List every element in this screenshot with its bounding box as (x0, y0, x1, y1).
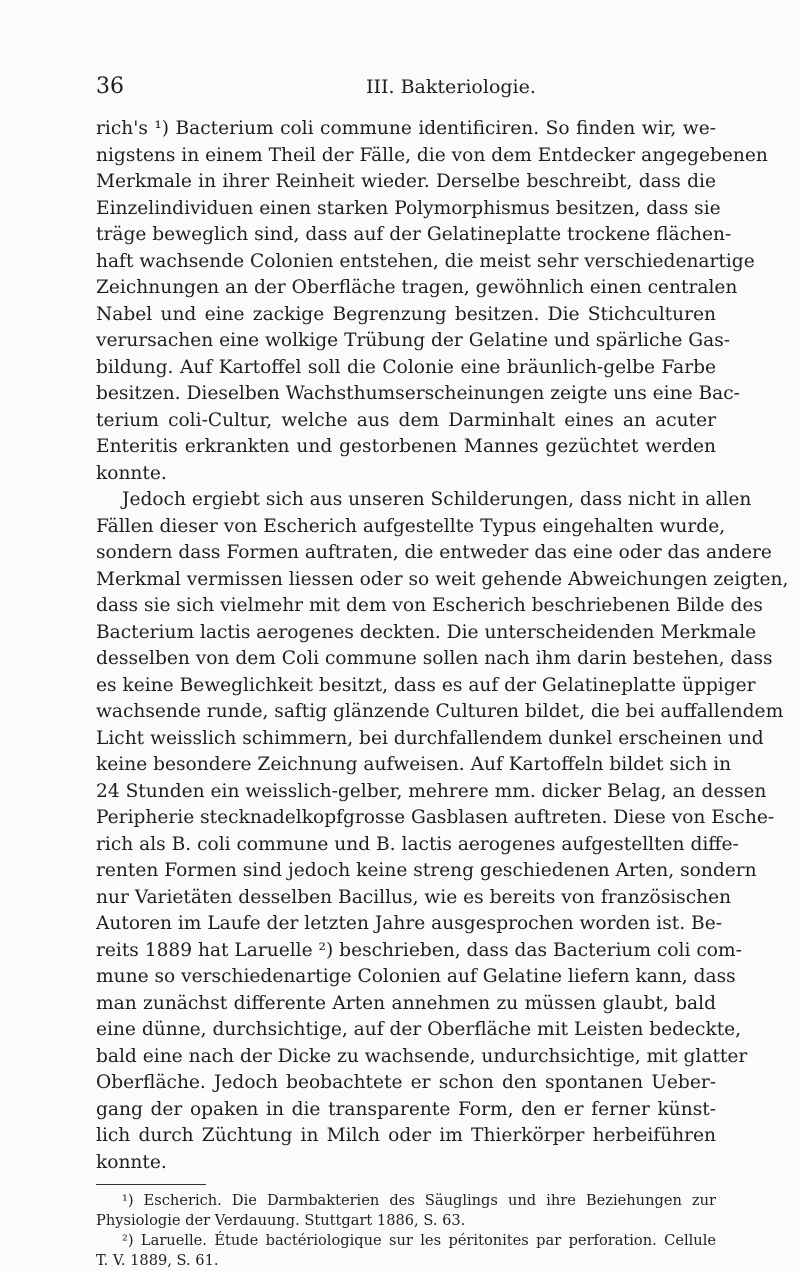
footnote (96, 1191, 716, 1231)
text-line: besitzen. Dieselben Wachsthumserscheinungen zeigte uns eine Bac- (96, 383, 740, 404)
text-line: keine besondere Zeichnung aufweisen. Auf Kartoffeln bildet sich in (96, 754, 732, 775)
text-line: Nabel und eine zackige Begrenzung besitzen. Die Stichculturen (96, 303, 716, 325)
text-line: T. V. 1889, S. 61. (96, 1252, 219, 1269)
text-line: sondern dass Formen auftraten, die entweder das eine oder das andere (96, 542, 772, 563)
text-line: reits 1889 hat Laruelle ²) beschrieben, dass das Bacterium coli com- (96, 939, 742, 961)
text-line: nigstens in einem Theil der Fälle, die von dem Entdecker angegebenen (96, 144, 768, 166)
paragraph (96, 116, 768, 487)
running-title: III. Bakteriologie. (366, 76, 536, 98)
text-line: haft wachsende Colonien entstehen, die meist sehr verschiedenartige (96, 250, 755, 272)
footnote-rule (96, 1184, 206, 1185)
text-line: ¹) Escherich. Die Darmbakterien des Säuglings und ihre Beziehungen zur (122, 1192, 716, 1209)
text-line: ²) Laruelle. Étude bactériologique sur les péritonites par perforation. Cellule (122, 1232, 716, 1249)
text-line: es keine Beweglichkeit besitzt, dass es auf der Gelatineplatte üppiger (96, 674, 756, 696)
page-body (96, 116, 789, 1271)
text-line: Zeichnungen an der Oberfläche tragen, gewöhnlich einen centralen (96, 277, 738, 298)
text-line: Autoren im Laufe der letzten Jahre ausgesprochen worden ist. Be- (96, 913, 722, 934)
text-line: mune so verschiedenartige Colonien auf Gelatine liefern kann, dass (96, 966, 736, 987)
text-line: Einzelindividuen einen starken Polymorphismus besitzen, dass sie (96, 197, 721, 219)
text-line: rich als B. coli commune und B. lactis aerogenes aufgestellten diffe- (96, 833, 739, 855)
text-line: Merkmale in ihrer Reinheit wieder. Derselbe beschreibt, dass die (96, 171, 716, 192)
text-line: lich durch Züchtung in Milch oder im Thierkörper herbeiführen (96, 1125, 716, 1146)
page-number: 36 (96, 74, 124, 99)
text-line: bildung. Auf Kartoffel soll die Colonie eine bräunlich-gelbe Farbe (96, 356, 716, 378)
text-line: desselben von dem Coli commune sollen nach ihm darin bestehen, dass (96, 648, 773, 669)
text-line: renten Formen sind jedoch keine streng geschiedenen Arten, sondern (96, 860, 757, 881)
text-line: terium coli-Cultur, welche aus dem Darminhalt eines an acuter (96, 409, 716, 431)
text-line: rich's ¹) Bacterium coli commune identificiren. So finden wir, we- (96, 118, 716, 139)
text-line: Jedoch ergiebt sich aus unseren Schilderungen, dass nicht in allen (122, 489, 752, 510)
text-line: konnte. (96, 1151, 167, 1173)
text-line: verursachen eine wolkige Trübung der Gelatine und spärliche Gas- (96, 330, 731, 351)
text-line: bald eine nach der Dicke zu wachsende, undurchsichtige, mit glatter (96, 1045, 748, 1067)
text-line: man zunächst differente Arten annehmen zu müssen glaubt, bald (96, 992, 716, 1014)
text-line: nur Varietäten desselben Bacillus, wie es bereits von französischen (96, 886, 732, 908)
text-line: Merkmal vermissen liessen oder so weit gehende Abweichungen zeigten, (96, 568, 789, 590)
text-line: Physiologie der Verdauung. Stuttgart 1886, S. 63. (96, 1212, 466, 1229)
text-line: wachsende runde, saftig glänzende Culturen bildet, die bei auffallendem (96, 701, 784, 722)
text-line: gang der opaken in die transparente Form, den er ferner künst- (96, 1098, 716, 1120)
text-line: eine dünne, durchsichtige, auf der Oberfläche mit Leisten bedeckte, (96, 1019, 742, 1040)
text-line: Enteritis erkrankten und gestorbenen Mannes gezüchtet werden (96, 436, 716, 457)
page-header (96, 74, 716, 102)
text-line: träge beweglich sind, dass auf der Gelatineplatte trockene flächen- (96, 224, 732, 245)
text-line: Peripherie stecknadelkopfgrosse Gasblasen auftreten. Diese von Esche- (96, 807, 775, 828)
text-line: dass sie sich vielmehr mit dem von Escherich beschriebenen Bilde des (96, 595, 763, 616)
paragraph (96, 487, 789, 1176)
footnote (96, 1231, 716, 1271)
text-line: Licht weisslich schimmern, bei durchfallendem dunkel erscheinen und (96, 727, 764, 749)
text-line: Oberfläche. Jedoch beobachtete er schon den spontanen Ueber- (96, 1072, 716, 1093)
text-line: Bacterium lactis aerogenes deckten. Die unterscheidenden Merkmale (96, 621, 757, 643)
text-line: 24 Stunden ein weisslich-gelber, mehrere mm. dicker Belag, an dessen (96, 780, 767, 802)
text-line: konnte. (96, 462, 167, 484)
text-line: Fällen dieser von Escherich aufgestellte Typus eingehalten wurde, (96, 515, 726, 537)
footnotes (96, 1191, 716, 1271)
